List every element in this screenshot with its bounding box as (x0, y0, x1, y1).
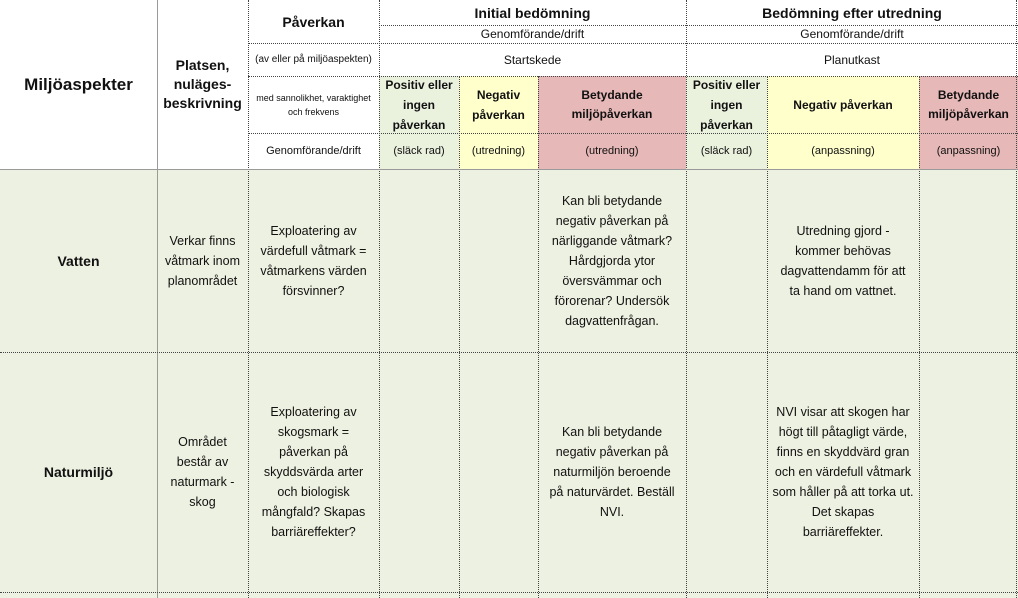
grid-line (248, 133, 1018, 134)
grid-line (379, 0, 380, 598)
row-naturmiljo-efter-negativ[interactable]: NVI visar att skogen har högt till påtagligt värde, finns en skyddvärd gran och en värdefull våtmark som håller på att torka ut. Det skapas barriäreffekter. (772, 405, 914, 539)
row-vatten-initial-positiv[interactable] (379, 169, 459, 352)
grid-line (767, 76, 768, 598)
row-vatten-efter-negativ[interactable]: Utredning gjord - kommer behövas dagvattendamm för att ta hand om vattnet. (780, 223, 906, 298)
row-vatten-efter-positiv[interactable] (686, 169, 767, 352)
initial-note-betydande[interactable]: (utredning) (538, 133, 686, 169)
initial-sub-genomforande[interactable]: Genomförande/drift (480, 27, 585, 41)
row-naturmiljo-efter-betydande[interactable] (919, 352, 1018, 592)
row-naturmiljo-platsen[interactable]: Området består av naturmark - skog (170, 435, 235, 509)
initial-title[interactable]: Initial bedömning (474, 4, 591, 21)
row-naturmiljo-aspekt[interactable]: Naturmiljö (43, 464, 114, 480)
row-vatten-initial-betydande[interactable]: Kan bli betydande negativ påverkan på närliggande våtmark? Hårdgjorda ytor översvämmar och förorenar? Undersök dagvattenfrågan. (551, 193, 673, 328)
efter-sub-genomforande[interactable]: Genomförande/drift (800, 27, 904, 41)
efter-note-negativ[interactable]: (anpassning) (767, 133, 919, 169)
header-med-sannolikhet[interactable]: med sannolikhet, varaktighet och frekvens (256, 92, 371, 117)
grid-line (379, 25, 1018, 26)
grid-line (248, 76, 1018, 77)
initial-note-negativ[interactable]: (utredning) (459, 133, 538, 169)
grid-line (459, 76, 460, 598)
row-vatten-efter-betydande[interactable] (919, 169, 1018, 352)
initial-sub-startskede[interactable]: Startskede (503, 52, 562, 67)
row-naturmiljo-initial-negativ[interactable] (459, 352, 538, 592)
row-vatten-platsen[interactable]: Verkar finns våtmark inom planområdet (164, 233, 241, 288)
grid-line (248, 0, 249, 598)
initial-col-betydande[interactable]: Betydande miljöpåverkan (538, 76, 686, 133)
row-vatten-paverkan[interactable]: Exploatering av värdefull våtmark = våtmarkens värden försvinner? (260, 223, 367, 298)
header-platsen[interactable]: Platsen, nuläges-beskrivning (163, 57, 242, 111)
initial-col-negativ[interactable]: Negativ påverkan (459, 76, 538, 133)
row-vatten-aspekt[interactable]: Vatten (57, 252, 100, 269)
row-naturmiljo-initial-positiv[interactable] (379, 352, 459, 592)
grid-line (157, 0, 158, 598)
row-naturmiljo-paverkan[interactable]: Exploatering av skogsmark = påverkan på skyddsvärda arter och biologisk mångfald? Skapas barriäreffekter? (261, 405, 366, 539)
grid-line (919, 76, 920, 598)
header-paverkan[interactable]: Påverkan (282, 13, 345, 30)
efter-note-betydande[interactable]: (anpassning) (919, 133, 1018, 169)
row-naturmiljo-efter-positiv[interactable] (686, 352, 767, 592)
efter-note-positiv[interactable]: (släck rad) (686, 133, 767, 169)
efter-title[interactable]: Bedömning efter utredning (762, 4, 942, 21)
grid-line (686, 0, 687, 598)
efter-sub-planutkast[interactable]: Planutkast (823, 52, 881, 67)
row-vatten-initial-negativ[interactable] (459, 169, 538, 352)
efter-col-betydande[interactable]: Betydande miljöpåverkan (919, 76, 1018, 133)
header-genomforande-drift[interactable]: Genomförande/drift (266, 145, 361, 157)
row-naturmiljo-initial-betydande[interactable]: Kan bli betydande negativ påverkan på naturmiljön beroende på naturvärdet. Beställ NVI. (549, 425, 675, 519)
grid-line (0, 169, 1018, 170)
grid-line (0, 352, 1018, 353)
efter-col-positiv[interactable]: Positiv eller ingen påverkan (686, 76, 767, 133)
grid-line (1016, 0, 1017, 598)
grid-line (0, 592, 1018, 593)
efter-col-negativ[interactable]: Negativ påverkan (767, 76, 919, 133)
grid-line (248, 43, 1018, 44)
header-av-eller-pa[interactable]: (av eller på miljöaspekten) (255, 54, 372, 65)
header-miljoaspekter[interactable]: Miljöaspekter (24, 74, 133, 94)
initial-note-positiv[interactable]: (släck rad) (379, 133, 459, 169)
initial-col-positiv[interactable]: Positiv eller ingen påverkan (379, 76, 459, 133)
grid-line (538, 76, 539, 598)
